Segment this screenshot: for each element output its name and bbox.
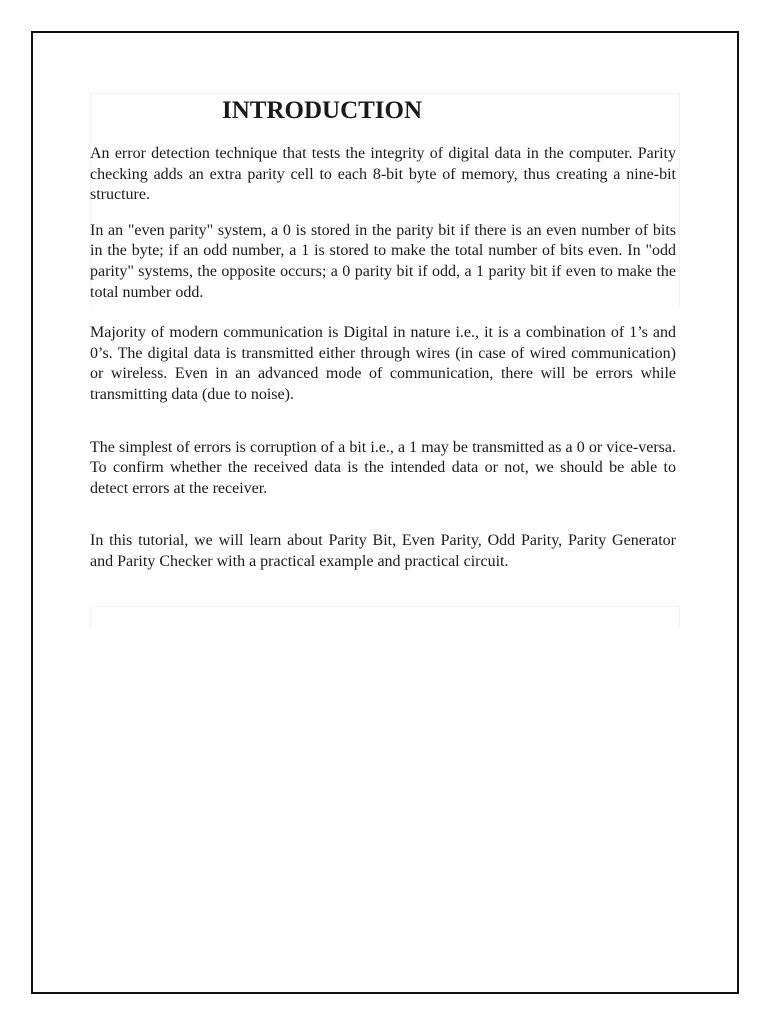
document-body xyxy=(90,94,676,573)
paragraph-error-detection: An error detection technique that tests the integrity of digital data in the computer. Parity checking adds an extra parity cell to each 8-bit byte of memory, thus creating a nine-bit structure. xyxy=(90,145,676,204)
paragraph-even-odd-parity: In an "even parity" system, a 0 is stored in the parity bit if there is an even number of bits in the byte; if an odd number, a 1 is stored to make the total number of bits even. In "odd parity" systems, the opposite occurs; a 0 parity bit if odd, a 1 parity bit if even to make the total number odd. xyxy=(90,221,676,301)
text-frame-outline-lower xyxy=(90,606,680,629)
page-title: INTRODUCTION xyxy=(222,97,423,124)
paragraph-digital-communication: Majority of modern communication is Digital in nature i.e., it is a combination of 1’s and 0’s. The digital data is transmitted either through wires (in case of wired communication) or wireless. Even in an advanced mode of communication, there will be errors while transmitting data (due to noise). xyxy=(90,324,676,403)
paragraph-tutorial-overview: In this tutorial, we will learn about Parity Bit, Even Parity, Odd Parity, Parity Generator and Parity Checker with a practical example and practical circuit. xyxy=(90,532,676,570)
paragraph-bit-corruption: The simplest of errors is corruption of a bit i.e., a 1 may be transmitted as a 0 or vice-versa. To confirm whether the received data is the intended data or not, we should be able to detect errors at the receiver. xyxy=(90,438,676,497)
